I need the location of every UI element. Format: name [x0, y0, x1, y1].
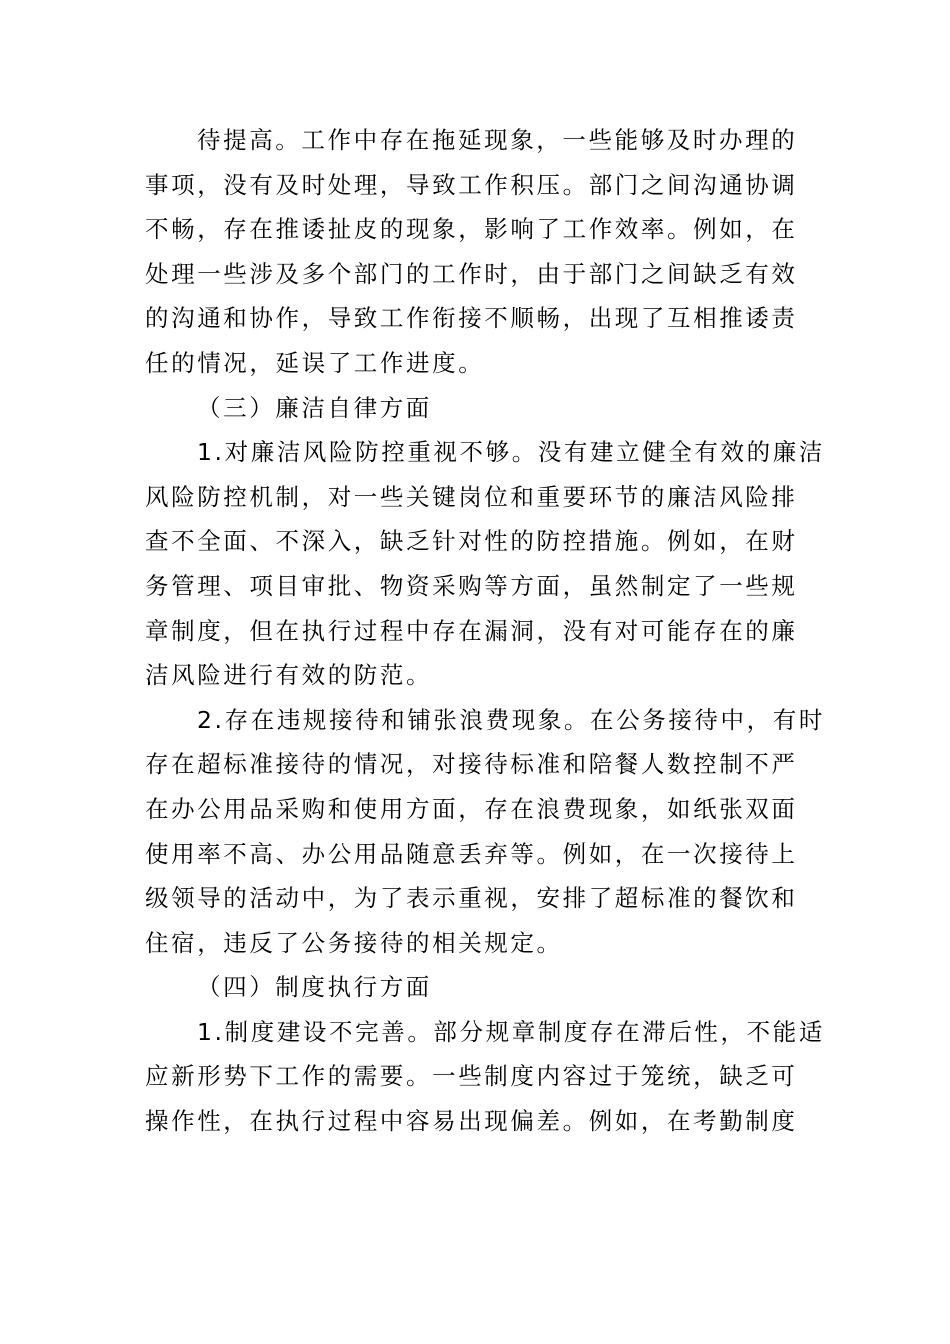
paragraph-continuation-line: 待提高。工作中存在拖延现象，一些能够及时办理的 [197, 126, 798, 154]
paragraph-line: 1.制度建设不完善。部分规章制度存在滞后性，不能适 [197, 1017, 825, 1046]
paragraph-line: 处理一些涉及多个部门的工作时，由于部门之间缺乏有效 [145, 259, 798, 288]
paragraph-line: 住宿，违反了公务接待的相关规定。 [145, 928, 563, 957]
paragraph-line: 任的情况，延误了工作进度。 [145, 348, 485, 377]
paragraph-line: 使用率不高、办公用品随意丢弃等。例如，在一次接待上 [145, 839, 798, 868]
paragraph-line: 查不全面、不深入，缺乏针对性的防控措施。例如，在财 [145, 527, 798, 556]
paragraph-line: 存在超标准接待的情况，对接待标准和陪餐人数控制不严 [145, 750, 798, 779]
paragraph-line: 操作性，在执行过程中容易出现偏差。例如，在考勤制度 [145, 1107, 798, 1136]
paragraph-line: 风险防控机制，对一些关键岗位和重要环节的廉洁风险排 [145, 482, 798, 511]
paragraph-line: 应新形势下工作的需要。一些制度内容过于笼统，缺乏可 [145, 1062, 798, 1091]
document-body [145, 118, 825, 1144]
paragraph-line: 1.对廉洁风险防控重视不够。没有建立健全有效的廉洁 [197, 438, 825, 467]
section-heading-integrity: （三）廉洁自律方面 [197, 393, 432, 422]
paragraph-line: 章制度，但在执行过程中存在漏洞，没有对可能存在的廉 [145, 616, 798, 645]
paragraph-line: 事项，没有及时处理，导致工作积压。部门之间沟通协调 [145, 170, 798, 199]
paragraph-line: 级领导的活动中，为了表示重视，安排了超标准的餐饮和 [145, 884, 798, 913]
paragraph-line: 的沟通和协作，导致工作衔接不顺畅，出现了互相推诿责 [145, 304, 798, 333]
section-heading-institution: （四）制度执行方面 [197, 973, 432, 1002]
paragraph-line: 2.存在违规接待和铺张浪费现象。在公务接待中，有时 [197, 705, 825, 734]
paragraph-line: 洁风险进行有效的防范。 [145, 661, 433, 690]
paragraph-line: 不畅，存在推诿扯皮的现象，影响了工作效率。例如，在 [145, 215, 798, 244]
paragraph-line: 在办公用品采购和使用方面，存在浪费现象，如纸张双面 [145, 794, 798, 823]
paragraph-line: 务管理、项目审批、物资采购等方面，虽然制定了一些规 [145, 571, 798, 600]
